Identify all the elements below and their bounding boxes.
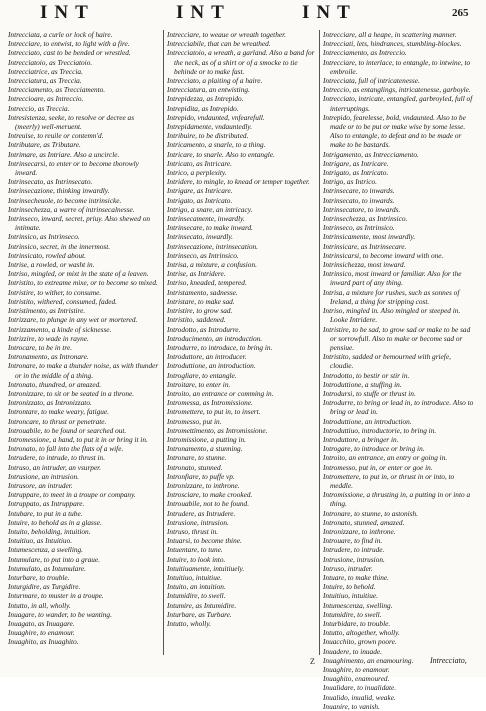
dictionary-entry: Introsciare, to make crooked. [167,490,253,500]
dictionary-entry: Intrinsico, most inward or familiar. Also for the inward part of any thing. [323,269,462,288]
dictionary-entry: Intuitiuamente, intuitiuely. [167,563,245,573]
dictionary-entry: Intrizzamento, a kinde of sicknesse. [8,324,112,334]
dictionary-entry: Introntare, to make weary, fatigue. [8,407,109,417]
dictionary-entry: Introduttiuo, introductorie, to bring in. [323,425,437,435]
dictionary-entry: Intristito, withered, consumed, faded. [8,296,117,306]
dictionary-entry: Intrigo, as Intrico. [323,177,377,187]
dictionary-entry: Intronizzato, as Intronizzato. [8,398,92,408]
dictionary-entry: Inturbare, to trouble. [8,572,70,582]
dictionary-entry: Intumire, as Intumidire. [167,600,237,610]
dictionary-entry: Intromettimento, as Intromissione. [167,425,268,435]
dictionary-entry: Intricato, as Intricare. [167,158,232,168]
dictionary-entry: Inuanire, to vanish. [323,701,380,711]
dictionary-entry: Introuabile, not to be found. [167,499,250,509]
dictionary-entry: Intristare, to make sad. [167,296,235,306]
dictionary-entry: Inuaghito, enamoured. [323,674,390,684]
dictionary-entry: Intronamento, a stunning. [167,444,243,454]
dictionary-entry: Introgare, to introduce or bring in. [323,444,425,454]
dictionary-entry: Intronare, to make a thunder noise, as with thunder or in the middle of a thing. [8,361,159,380]
dictionary-entry: Introuare, to find in. [323,536,383,546]
dictionary-entry: Intromesso, put in, or enter or goe in. [323,462,433,472]
dictionary-entry: Intrinsecato, to inwards. [323,195,395,205]
dictionary-entry: Intrecciare, to entwist, to light with a fire. [8,39,130,49]
dictionary-entry: Intrecciato, a plaiting of a haire. [167,76,263,86]
dictionary-entry: Intrepido, vndaunted, vnfearefull. [167,112,265,122]
dictionary-entry: Intributare, as Tributare. [8,140,81,150]
dictionary-entry: Intricare, to snarle. Also to entangle. [167,149,275,159]
dictionary-entry: Intrecciabile, that can be wreathed. [167,39,271,49]
dictionary-entry: Intutto, wholly. [167,619,211,628]
dictionary-entry: Intrecciamento, as Trecciamento. [8,85,106,95]
dictionary-entry: Intrepido, fearelesse, bold, vndaunted. Also to be made or to be put or make wise by some lesse. Also to entangle, to defeat and to be made or make to be bastards. [323,112,466,150]
dictionary-entry: Intrinsecato, as Intrinsecato. [8,177,93,187]
dictionary-entry: Introduttione, an introduction. [167,361,256,371]
dictionary-entry: Intristito, to extreame mixe, or to become so mixed. [8,278,158,288]
dictionary-entry: Intronato, stunned, amazed. [323,517,405,527]
dictionary-entry: Intronato, thundred, or amazed. [8,379,102,389]
dictionary-entry: Intrinsecatore, to inwards. [323,204,401,214]
dictionary-entry: Introdursi, to stuffe or thrust in. [323,388,416,398]
dictionary-entry: Intromessa, as Intromissione. [167,398,253,408]
dictionary-entry: Intutto, altogether, wholly. [323,628,400,638]
dictionary-entry: Intrinsecato, inwardly. [167,232,234,242]
dictionary-entry: Introgliare, to entangle. [167,370,237,380]
dictionary-entry: Intrico, a perplexity. [167,168,227,178]
dictionary-entry: Intumescenza, swelling. [323,600,393,610]
dictionary-entry: Intrinsecare, to inwards. [323,186,395,196]
dictionary-entry: Intromissione, a thrusting in, a putting in or into a thing. [323,490,471,509]
dictionary-entry: Intristimento, as Intristire. [8,306,86,316]
dictionary-entry: Intrepidita, as Intrepido. [167,103,239,113]
dictionary-entry: Inturgidire, as Turgidire. [8,582,81,592]
dictionary-entry: Intuare, to make thine. [323,572,389,582]
dictionary-entry: Intruso, an intruder, an vsurper. [8,462,102,472]
dictionary-entry: Intrinseco, inward, secret, priuy. Also shewed on intimate. [8,214,151,233]
dictionary-entry: Inturbare, as Turbare. [167,609,232,619]
dictionary-entry: Inualido, inualid, weake. [323,692,396,702]
dictionary-entry: Intrinsicato, rowled about. [8,250,86,260]
dictionary-entry: Intruppato, as Intruppare. [8,499,85,509]
dictionary-entry: Intuito, an intuition. [167,582,226,592]
dictionary-entry: Intreccio, as Treccia. [8,103,70,113]
dictionary-entry: Intrise, as Intridere. [167,269,226,279]
dictionary-entry: Intrizzare, to plunge in any wet or mortered. [8,315,138,325]
dictionary-entry: Intrinsecheuole, to become intrinsicke. [8,195,122,205]
dictionary-entry: Intuitiuo, as Intuitiuo. [8,536,73,546]
running-head-center: INT [176,2,231,23]
running-head-left: INT [40,2,95,23]
dictionary-entry: Intronato, stunned. [167,462,223,472]
dictionary-entry: Intrecciare, to weaue or wreath together. [167,30,286,39]
dictionary-entry: Intribuire, to be distributed. [167,131,249,141]
dictionary-entry: Inturmare, to muster in a troupe. [8,591,104,601]
dictionary-entry: Intrepidezza, as Intrepido. [167,94,244,104]
column-rule [319,30,320,655]
dictionary-entry: Intrizzire, to wade in rayne. [8,333,89,343]
dictionary-entry: Inuaghire, to enamour. [323,665,390,675]
dictionary-entry: Intrusione, an intrusion. [8,471,79,481]
dictionary-entry: Introduttore, an introducer. [167,352,247,362]
dictionary-entry: Inuadere, to inuade. [323,646,382,656]
dictionary-entry: Intronizzare, to inthrone. [323,526,396,536]
dictionary-entry: Intrinsichezza, most inward. [323,260,406,270]
dictionary-entry: Introduttione, an introduction. [323,416,412,426]
dictionary-entry: Intrigare, as Intricare. [323,158,389,168]
dictionary-entry: Intuentare, to tune. [167,545,223,555]
dictionary-entry: Intuire, to behold as in a glasse. [8,517,102,527]
running-head [0,2,486,24]
dictionary-entry: Introuabile, to be found or searched out. [8,425,127,435]
dictionary-entry: Intrecciare, all a heape, in scattering manner. [323,30,457,39]
dictionary-entry: Intrinsicarsi, to become inward with one. [323,250,444,260]
dictionary-entry: Intruso, intruder. [323,563,373,573]
dictionary-entry: Intrigo, a snare, an intricacy. [167,204,253,214]
dictionary-entry: Intrigare, as Intricare. [167,186,233,196]
dictionary-entry: Intuito, beholding, intuition. [8,526,91,536]
column-middle [167,30,319,655]
dictionary-entry: Intrepidamente, vndauntedly. [167,122,253,132]
dictionary-entry: Intreccio, as entanglings, intricatenesse, garboyle. [323,85,471,95]
dictionary-entry: Introcare, to be in tre. [8,342,73,352]
dictionary-entry: Intrecciatoio, as Trecciatoio. [8,57,93,67]
dictionary-entry: Intreccioare, as Intreccio. [8,94,84,104]
dictionary-entry: Intrusore, an intruder. [8,480,73,490]
dictionary-entry: Intuire, to look into. [167,554,226,564]
dictionary-entry: Inuaghito, as Inuaghito. [8,637,79,647]
dictionary-entry: Intronfiare, to puffe vp. [167,471,235,481]
dictionary-entry: Inturbidare, to trouble. [323,619,391,628]
dictionary-entry: Intrecciare, to interlace, to entangle, to intwine, to embroile. [323,57,471,76]
dictionary-entry: Intrudere, to intrude, to thrust in. [8,453,106,463]
dictionary-entry: Intronare, to stunne. [167,453,227,463]
dictionary-entry: Intrinseco, as Intrinsico. [167,250,239,260]
catchword: Intrecciato, [430,656,467,665]
dictionary-entry: Intruppare, to meet in a troupe or company. [8,490,136,500]
dictionary-entry: Intrimare, as Intriare. Also a uncircle. [8,149,120,159]
dictionary-entry: Intridere, to mingle, to knead or temper together. [167,177,310,187]
dictionary-entry: Intrecciamento, as Intreccio. [323,48,407,58]
dictionary-entry: Intristire, to be sad, to grow sad or make to be sad or sorrowfull. Also to make or become sad or pensiue. [323,324,471,352]
dictionary-entry: Intronato, to fall into the flats of a wife. [8,444,124,454]
dictionary-entry: Intumulato, as Intumulare. [8,563,86,573]
dictionary-entry: Intrinsecarsi, to enter or to become thorowly inward. [8,158,139,178]
dictionary-entry: Intruso, thrust in. [167,526,219,536]
dictionary-entry: Intrigamento, as Intrecciamento. [323,149,419,159]
page-number: 265 [452,7,469,19]
dictionary-entry: Introito, an entrance or comming in. [167,388,274,398]
dictionary-entry: Intromissione, a putting in. [167,434,246,444]
dictionary-entry: Intrusione, intrusion. [167,517,229,527]
dictionary-entry: Intrisa, a mixture for rushes, such as sonnes of Ireland, a thing for stripping cost. [323,287,460,306]
dictionary-entry: Inuagare, to wander, to be wanting. [8,609,112,619]
dictionary-entry: Intronizzare, to sit or be seated in a throne. [8,388,135,398]
dictionary-entry: Intrudere, to intrude. [323,545,385,555]
dictionary-entry: Intrecciati, lets, hindrances, stumbling-blockes. [323,39,462,49]
dictionary-entry: Intrecciato, cast to be bended or wrestled. [8,48,131,58]
dictionary-entry: Intuire, to behold. [323,582,376,592]
dictionary-entry: Intrusione, intrusion. [323,554,385,564]
dictionary-entry: Inualidare, to inualidate. [323,683,397,693]
dictionary-entry: Intutto, in all, wholly. [8,600,71,610]
dictionary-entry: Intrinsicamente, most inwardly. [323,232,416,242]
dictionary-entry: Intuitiuo, intuitiue. [167,572,222,582]
dictionary-entry: Intrecciatura, as Treccia. [8,76,82,86]
dictionary-entry: Inuacchito, grown poore. [323,637,397,647]
dictionary-entry: Intristire, to grow sad. [167,306,233,316]
dictionary-entry: Intristito, saddened. [167,315,226,325]
dictionary-entry: Intrecciatura, an entwisting. [167,85,250,95]
dictionary-entry: Intrinsecazione, thinking inwardly. [8,186,110,196]
dictionary-entry: Intronamento, as Intronare. [8,352,89,362]
dictionary-entry: Intromettere, to put in, to insert. [167,407,261,417]
dictionary-entry: Introitare, to enter in. [167,379,231,389]
dictionary-entry: Intrinseco, as Intrinsico. [323,223,395,233]
dictionary-entry: Intrinsecazione, intrinsecation. [167,241,258,251]
dictionary-entry: Intrinsechezza, a warre of intrinsecalnesse. [8,204,135,214]
dictionary-entry: Intuarsi, to become thine. [167,536,242,546]
dictionary-entry: Introdurre, to bring or lead in, to introduce. Also to bring or lead in. [323,398,474,417]
dictionary-entry: Introdotto, to bestir or stir in. [323,370,410,380]
dictionary-entry: Intrigato, as Intricato. [167,195,233,205]
dictionary-entry: Intrudere, as Intrudere. [167,508,236,518]
dictionary-entry: Intrinsicare, as Intrinsecare. [323,241,407,251]
dictionary-entry: Intromessione, a hand, to put it in or bring it in. [8,434,148,444]
dictionary-entry: Intrise, a rowled, or washt in. [8,260,95,270]
dictionary-entry: Intreuise, to reuile or contemn'd. [8,131,104,141]
dictionary-entry: Intromesso, put in. [167,416,222,426]
dictionary-entry: Intuitiuo, intuitiue. [323,591,378,601]
dictionary-entry: Intumulare, to put into a graue. [8,554,100,564]
dictionary-entry: Introito, an entrance, an entry or going in. [323,453,448,463]
dictionary-entry: Intrecciatrice, as Treccia. [8,66,83,76]
dictionary-entry: Introduttione, a stuffing in. [323,379,402,389]
dictionary-entry: Introduttore, a bringer in. [323,434,399,444]
dictionary-entry: Inuagato, as Inuagare. [8,619,75,628]
dictionary-entry: Intumidire, to swell. [323,609,382,619]
dictionary-entry: Intrinsecamente, inwardly. [167,214,245,224]
dictionary-entry: Intrigato, as Intricato. [323,168,389,178]
dictionary-entry: Intriso, mingled, or mixt in the state of a leaven. [8,269,149,279]
dictionary-entry: Intrecciata, a curle or lock of haire. [8,30,113,39]
dictionary-entry: Intrisa, a mixture, a confusion. [167,260,257,270]
dictionary-entry: Intrecciato, intricate, entangled, garbroyled, full of interruptings. [323,94,473,113]
dictionary-entry: Intristito, sadded or bemourned with griefe, cloudie. [323,352,451,371]
running-head-right: INT [302,2,357,23]
dictionary-entry: Intrinsecare, to make inward. [167,223,253,233]
dictionary-entry: Intresistenza, seeke, to resolve or decree as (meerly) well-meruent. [8,112,135,132]
dictionary-entry: Intumescenza, a swelling. [8,545,83,555]
dictionary-entry: Introdotto, as Introdurre. [167,324,241,334]
dictionary-entry: Introncare, to thrust or penetrate. [8,416,107,426]
column-rule [163,30,164,655]
dictionary-entry: Intristire, to wither, to consume. [8,287,102,297]
dictionary-entry: Intromettere, to put in, or thrust in or into, to meddle. [323,471,455,490]
dictionary-entry: Intrinsico, secret, in the innermost. [8,241,111,251]
signature-mark: Z [310,657,315,666]
dictionary-entry: Introducimento, an introduction. [167,333,263,343]
dictionary-entry: Inuaghimento, an enamouring. [323,655,414,665]
dictionary-entry: Intrinsico, as Intrinseco. [8,232,80,242]
dictionary-entry: Intronare, to stunne, to astonish. [323,508,418,518]
dictionary-entry: Intrecciatoio, a wreath, a garland. Also a band for the neck, as of a shirt or of a smocke to tie behinde or to make fast. [167,48,315,76]
dictionary-entry: Intrecciata, full of intricatenesse. [323,76,420,86]
dictionary-entry: Intricamento, a snarle, to a thing. [167,140,266,150]
dictionary-entry: Intubare, to put in a tube. [8,508,83,518]
dictionary-entry: Intumidire, to swell. [167,591,226,601]
dictionary-entry: Intriso, mingled in. Also mingled or steeped in. Looke Intridere. [323,306,461,325]
dictionary-entry: Intrinsechezza, as Intrinsico. [323,214,408,224]
dictionary-entry: Intriso, kneaded, tempered. [167,278,247,288]
column-left [8,30,160,655]
column-right [323,30,475,711]
dictionary-entry: Intristamento, sadnesse. [167,287,238,297]
dictionary-entry: Introdurre, to introduce, to bring in. [167,342,273,352]
dictionary-entry: Inuaghire, to enamour. [8,628,75,638]
dictionary-entry: Intronizzare, to inthrone. [167,480,240,490]
